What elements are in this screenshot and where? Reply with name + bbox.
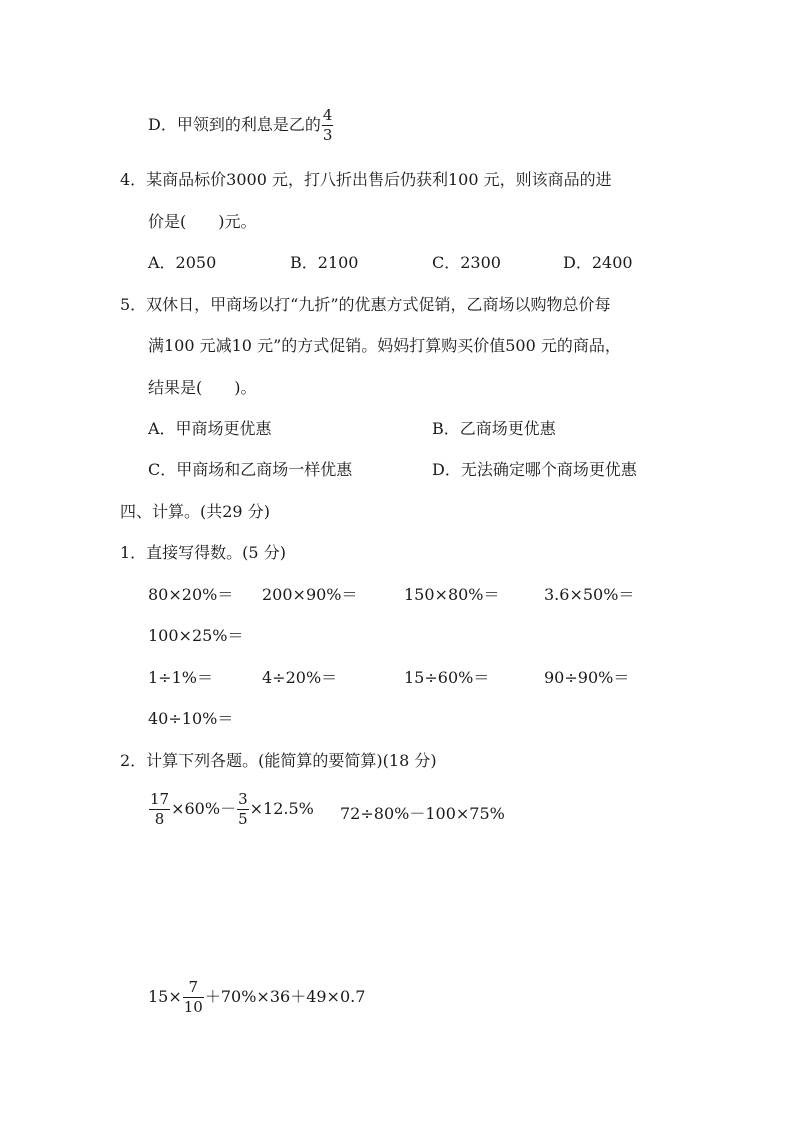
q4-option-b[interactable]: B．2100 [290, 253, 359, 272]
calc-item: 150×80%＝ [404, 585, 500, 604]
q3-option-d-fraction: $\frac{4}{3}$ [322, 106, 333, 144]
expression-2: 72÷80%－100×75% [340, 804, 505, 823]
q5-option-c[interactable]: C．甲商场和乙商场一样优惠 [148, 460, 353, 479]
calc-item: 15÷60%＝ [404, 668, 490, 687]
q3-option-d [148, 108, 334, 143]
calc-item: 100×25%＝ [148, 626, 244, 645]
calc-item: 4÷20%＝ [262, 668, 338, 687]
calc-item: 80×20%＝ [148, 585, 234, 604]
q4-stem-line2: 价是( )元。 [148, 212, 257, 231]
calc-item: 1÷1%＝ [148, 668, 213, 687]
q5-stem-line3: 结果是( )。 [148, 378, 257, 397]
expr1-fraction-1: $\frac{17}{8}$ [150, 790, 170, 828]
q4-option-d[interactable]: D．2400 [563, 253, 633, 272]
q4-stem-line1: 4．某商品标价3000 元，打八折出售后仍获利100 元，则该商品的进 [120, 170, 612, 189]
q5-stem-line1: 5．双休日，甲商场以打“九折”的优惠方式促销，乙商场以购物总价每 [120, 295, 611, 314]
calc-item: 40÷10%＝ [148, 709, 234, 728]
q3-option-d-label: D．甲领到的利息是乙的 [148, 115, 321, 134]
q4-option-c[interactable]: C．2300 [432, 253, 501, 272]
q5-option-d[interactable]: D．无法确定哪个商场更优惠 [432, 460, 637, 479]
calc-item: 3.6×50%＝ [544, 585, 635, 604]
q5-option-a[interactable]: A．甲商场更优惠 [148, 419, 272, 438]
expr3-fraction: $\frac{7}{10}$ [183, 978, 203, 1016]
calc-item: 200×90%＝ [262, 585, 358, 604]
expression-1: $\frac{17}{8}$ ×60%－ $\frac{3}{5}$ ×12.5% [150, 790, 314, 828]
calc-item: 90÷90%＝ [544, 668, 630, 687]
section4-part1-title: 1．直接写得数。(5 分) [120, 543, 286, 562]
section4-title: 四、计算。(共29 分) [120, 502, 270, 521]
section4-part2-title: 2．计算下列各题。(能简算的要简算)(18 分) [120, 751, 437, 770]
expr1-fraction-2: $\frac{3}{5}$ [238, 790, 248, 828]
expression-3: 15× $\frac{7}{10}$ ＋70%×36＋49×0.7 [148, 978, 366, 1016]
q5-stem-line2: 满100 元减10 元”的方式促销。妈妈打算购买价值500 元的商品， [148, 336, 621, 355]
q5-option-b[interactable]: B．乙商场更优惠 [432, 419, 556, 438]
q4-option-a[interactable]: A．2050 [148, 253, 217, 272]
